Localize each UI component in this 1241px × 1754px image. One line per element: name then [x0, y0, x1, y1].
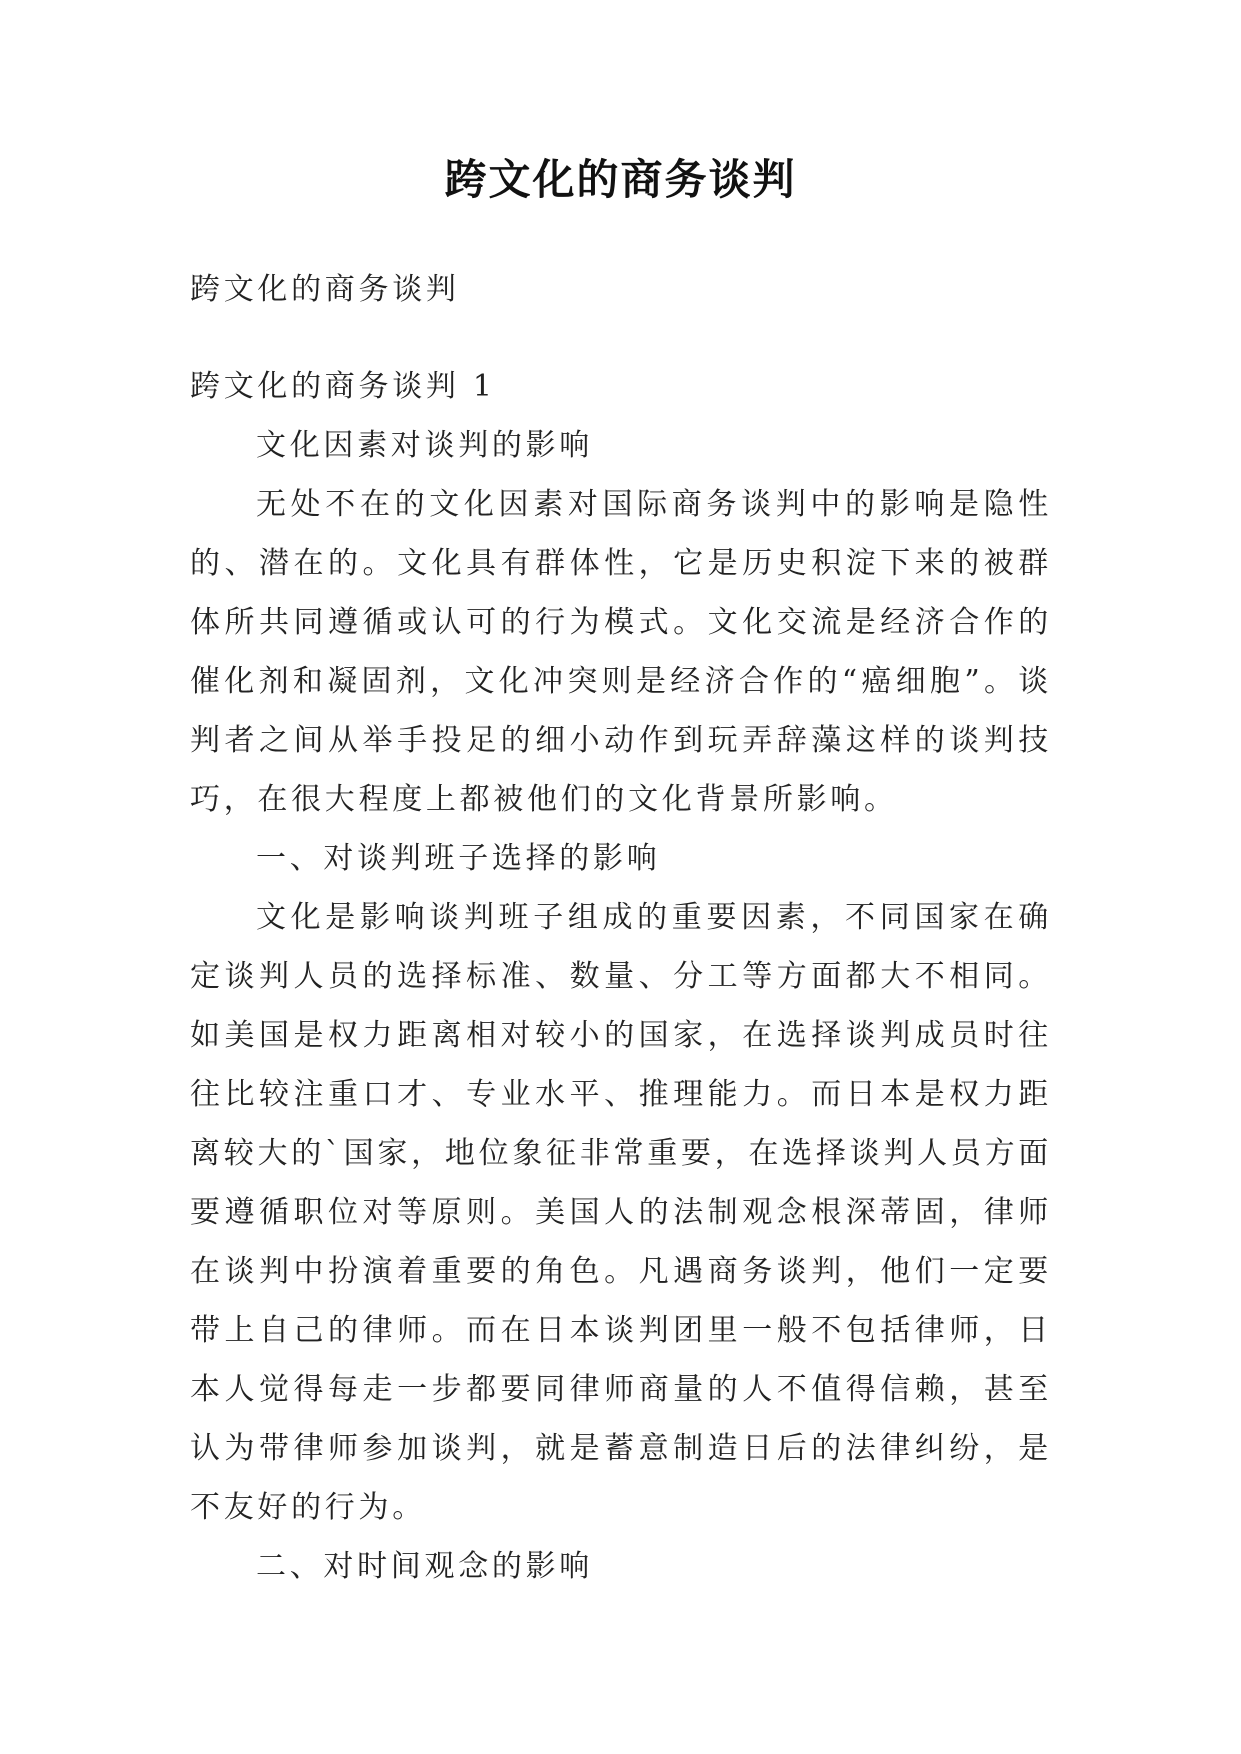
paragraph-heading-culture-factors: 文化因素对谈判的影响 — [256, 428, 593, 463]
document-subtitle: 跨文化的商务谈判 — [190, 272, 460, 307]
section-title: 跨文化的商务谈判 1 — [190, 369, 496, 404]
paragraph-heading-time-concept: 二、对时间观念的影响 — [256, 1549, 593, 1584]
paragraph-heading-team-selection: 一、对谈判班子选择的影响 — [256, 841, 661, 876]
document-body — [190, 260, 1052, 1596]
paragraph-culture-influence: 无处不在的文化因素对国际商务谈判中的影响是隐性的、潜在的。文化具有群体性，它是历史积淀下来的被群体所共同遵循或认可的行为模式。文化交流是经济合作的催化剂和凝固剂，文化冲突则是经济合作的“癌细胞”。谈判者之间从举手投足的细小动作到玩弄辞藻这样的谈判技巧，在很大程度上都被他们的文化背景所影响。 — [190, 487, 1052, 817]
document-title: 跨文化的商务谈判 — [444, 155, 797, 204]
paragraph-team-selection: 文化是影响谈判班子组成的重要因素，不同国家在确定谈判人员的选择标准、数量、分工等方面都大不相同。如美国是权力距离相对较小的国家，在选择谈判成员时往往比较注重口才、专业水平、推理能力。而日本是权力距离较大的`国家，地位象征非常重要，在选择谈判人员方面要遵循职位对等原则。美国人的法制观念根深蒂固，律师在谈判中扮演着重要的角色。凡遇商务谈判，他们一定要带上自己的律师。而在日本谈判团里一般不包括律师，日本人觉得每走一步都要同律师商量的人不值得信赖，甚至认为带律师参加谈判，就是蓄意制造日后的法律纠纷，是不友好的行为。 — [190, 900, 1052, 1525]
